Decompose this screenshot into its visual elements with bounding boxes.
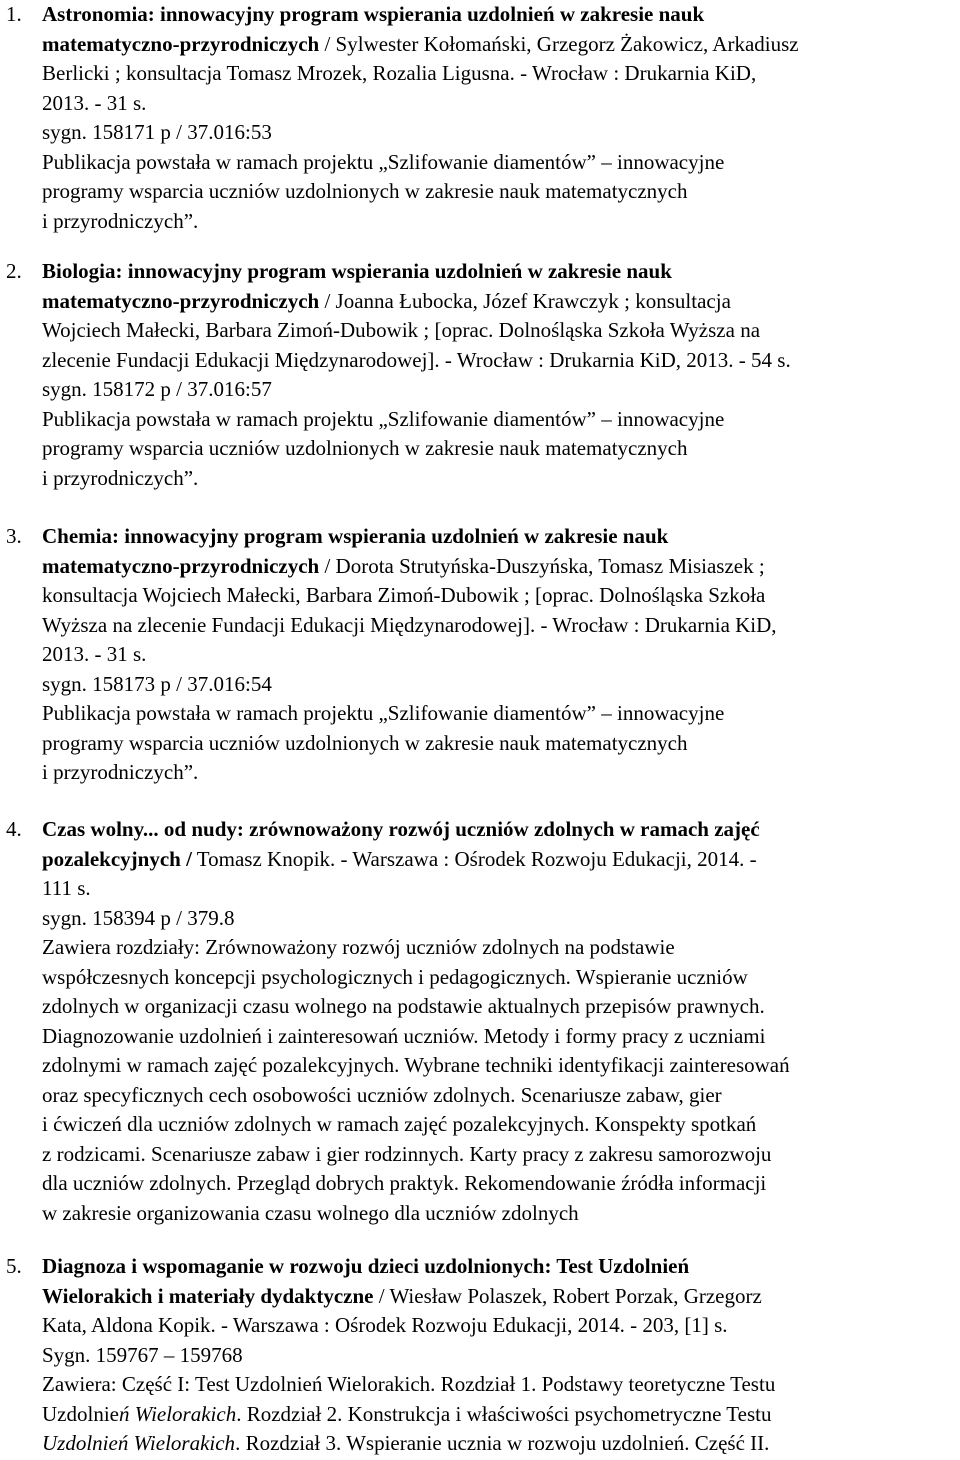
entry-line <box>42 699 950 729</box>
entry-line <box>42 375 950 405</box>
entry-line <box>42 1051 950 1081</box>
entry-plain-text: Tomasz Knopik. - Warszawa : Ośrodek Rozwoju Edukacji, 2014. - <box>191 846 757 871</box>
entry-line <box>42 1370 950 1400</box>
entry-number: 3. <box>6 524 22 548</box>
entry-line <box>42 287 950 317</box>
entry-text <box>42 0 950 236</box>
entry-plain-text: Publikacja powstała w ramach projektu „Szlifowanie diamentów” – innowacyjne <box>42 701 725 725</box>
entry-plain-text: i ćwiczeń dla uczniów zdolnych w ramach zajęć pozalekcyjnych. Konspekty spotkań <box>42 1112 757 1136</box>
entry-line <box>42 552 950 582</box>
entry-text <box>42 815 950 1228</box>
entry-title-text: Wielorakich i materiały dydaktyczne <box>42 1283 374 1308</box>
entry-line <box>42 1199 950 1229</box>
entry-number: 4. <box>6 817 22 841</box>
entry-line <box>42 30 950 60</box>
entry-plain-text: / Dorota Strutyńska-Duszyńska, Tomasz Misiaszek ; <box>319 553 765 578</box>
entry-plain-text: Publikacja powstała w ramach projektu „Szlifowanie diamentów” – innowacyjne <box>42 406 725 431</box>
bibliography-entry-1 <box>0 0 950 236</box>
entry-line <box>42 434 950 464</box>
entry-plain-text: i przyrodniczych”. <box>42 465 199 490</box>
entry-line <box>42 670 950 700</box>
entry-plain-text: sygn. 158394 p / 379.8 <box>42 905 235 930</box>
entry-title-text: Astronomia: innowacyjny program wspierania uzdolnień w zakresie nauk <box>42 2 705 26</box>
entry-number: 2. <box>6 259 22 283</box>
entry-line <box>42 874 950 904</box>
entry-plain-text: / Wiesław Polaszek, Robert Porzak, Grzegorz <box>373 1283 762 1308</box>
entry-plain-text: zdolnymi w ramach zajęć pozalekcyjnych. Wybrane techniki identyfikacji zainteresowań <box>42 1053 790 1077</box>
entry-line <box>42 758 950 788</box>
entry-plain-text: programy wsparcia uczniów uzdolnionych w zakresie nauk matematycznych <box>42 179 688 203</box>
entry-plain-text: 2013. - 31 s. <box>42 90 147 115</box>
entry-plain-text: sygn. 158171 p / 37.016:53 <box>42 120 272 144</box>
entry-plain-text: . Rozdział 3. Wspieranie ucznia w rozwoju uzdolnień. Część II. <box>235 1431 770 1455</box>
entry-line <box>42 581 950 611</box>
entry-plain-text: Wojciech Małecki, Barbara Zimoń-Dubowik ; [oprac. Dolnośląska Szkoła Wyższa na <box>42 318 761 342</box>
entry-plain-text: Kata, Aldona Kopik. - Warszawa : Ośrodek Rozwoju Edukacji, 2014. - 203, [1] s. <box>42 1313 728 1337</box>
entry-plain-text: 111 s. <box>42 876 91 900</box>
entry-line <box>42 148 950 178</box>
entry-text <box>42 522 950 788</box>
entry-title-text: Czas wolny... od nudy: zrównoważony rozwój uczniów zdolnych w ramach zajęć <box>42 817 760 841</box>
entry-line <box>42 1311 950 1341</box>
entry-title-text: Chemia: innowacyjny program wspierania uzdolnień w zakresie nauk <box>42 524 669 548</box>
entry-plain-text: zdolnych w organizacji czasu wolnego na podstawie aktualnych przepisów prawnych. <box>42 994 765 1018</box>
entry-line <box>42 640 950 670</box>
entry-plain-text: Zawiera rozdziały: Zrównoważony rozwój uczniów zdolnych na podstawie <box>42 935 675 959</box>
entry-plain-text: Uzdolnie <box>42 1401 119 1426</box>
bibliography-entry-2 <box>0 257 950 493</box>
entry-line <box>42 611 950 641</box>
entry-title-text: Biologia: innowacyjny program wspierania uzdolnień w zakresie nauk <box>42 259 672 283</box>
entry-italic-text: Uzdolnień Wielorakich <box>42 1431 236 1455</box>
entry-line <box>42 1081 950 1111</box>
entry-plain-text: . Rozdział 2. Konstrukcja i właściwości psychometryczne Testu <box>236 1401 772 1426</box>
entry-title-text: pozalekcyjnych / <box>42 846 192 871</box>
entry-title-text: matematyczno-przyrodniczych <box>42 288 320 313</box>
entry-plain-text: sygn. 158173 p / 37.016:54 <box>42 671 272 696</box>
entry-line <box>42 933 950 963</box>
entry-line <box>42 207 950 237</box>
entry-plain-text: oraz specyficznych cech osobowości uczniów zdolnych. Scenariusze zabaw, gier <box>42 1082 722 1107</box>
entry-plain-text: w zakresie organizowania czasu wolnego dla uczniów zdolnych <box>42 1200 579 1225</box>
entry-text <box>42 1252 950 1459</box>
entry-line <box>42 177 950 207</box>
entry-line <box>42 118 950 148</box>
entry-number: 1. <box>6 2 22 26</box>
entry-plain-text: współczesnych koncepcji psychologicznych i pedagogicznych. Wspieranie uczniów <box>42 964 748 989</box>
entry-line <box>42 992 950 1022</box>
bibliography-entry-5 <box>0 1252 950 1459</box>
entry-line <box>42 1429 950 1459</box>
entry-line <box>42 405 950 435</box>
entry-line <box>42 1341 950 1371</box>
entry-line <box>42 59 950 89</box>
entry-number: 5. <box>6 1254 22 1278</box>
entry-plain-text: / Joanna Łubocka, Józef Krawczyk ; konsultacja <box>319 288 731 313</box>
entry-plain-text: z rodzicami. Scenariusze zabaw i gier rodzinnych. Karty pracy z zakresu samorozwoju <box>42 1141 772 1166</box>
entry-plain-text: Diagnozowanie uzdolnień i zainteresowań uczniów. Metody i formy pracy z uczniami <box>42 1023 766 1048</box>
entry-line <box>42 729 950 759</box>
entry-line <box>42 0 950 30</box>
entry-plain-text: Wyższa na zlecenie Fundacji Edukacji Międzynarodowej]. - Wrocław : Drukarnia KiD, <box>42 612 777 637</box>
entry-plain-text: i przyrodniczych”. <box>42 208 199 233</box>
bibliography-entry-4 <box>0 815 950 1228</box>
entry-line <box>42 522 950 552</box>
entry-line <box>42 464 950 494</box>
entry-line <box>42 963 950 993</box>
entry-line <box>42 845 950 875</box>
entry-title-text: matematyczno-przyrodniczych <box>42 553 320 578</box>
entry-plain-text: programy wsparcia uczniów uzdolnionych w zakresie nauk matematycznych <box>42 436 688 460</box>
entry-plain-text: programy wsparcia uczniów uzdolnionych w zakresie nauk matematycznych <box>42 730 688 755</box>
entry-plain-text: Zawiera: Część I: Test Uzdolnień Wielorakich. Rozdział 1. Podstawy teoretyczne Testu <box>42 1372 776 1396</box>
entry-plain-text: sygn. 158172 p / 37.016:57 <box>42 377 272 401</box>
entry-plain-text: konsultacja Wojciech Małecki, Barbara Zimoń-Dubowik ; [oprac. Dolnośląska Szkoła <box>42 583 766 607</box>
entry-plain-text: dla uczniów zdolnych. Przegląd dobrych praktyk. Rekomendowanie źródła informacji <box>42 1171 767 1195</box>
entry-line <box>42 346 950 376</box>
entry-line <box>42 316 950 346</box>
entry-plain-text: Sygn. 159767 – 159768 <box>42 1342 243 1367</box>
entry-title-text: Diagnoza i wspomaganie w rozwoju dzieci uzdolnionych: Test Uzdolnień <box>42 1254 690 1278</box>
entry-line <box>42 1140 950 1170</box>
entry-line <box>42 89 950 119</box>
entry-line <box>42 815 950 845</box>
entry-line <box>42 904 950 934</box>
entry-plain-text: / Sylwester Kołomański, Grzegorz Żakowicz, Arkadiusz <box>319 31 799 56</box>
bibliography-entry-3 <box>0 522 950 788</box>
entry-line <box>42 1252 950 1282</box>
entry-line <box>42 1169 950 1199</box>
entry-line <box>42 1022 950 1052</box>
entry-plain-text: zlecenie Fundacji Edukacji Międzynarodowej]. - Wrocław : Drukarnia KiD, 2013. - 54 s. <box>42 347 791 372</box>
entry-text <box>42 257 950 493</box>
entry-line <box>42 1110 950 1140</box>
entry-line <box>42 1282 950 1312</box>
entry-plain-text: Berlicki ; konsultacja Tomasz Mrozek, Rozalia Ligusna. - Wrocław : Drukarnia KiD, <box>42 61 757 85</box>
entry-plain-text: i przyrodniczych”. <box>42 760 199 784</box>
entry-italic-text: ń Wielorakich <box>118 1401 237 1426</box>
entry-plain-text: Publikacja powstała w ramach projektu „Szlifowanie diamentów” – innowacyjne <box>42 149 725 174</box>
entry-line <box>42 257 950 287</box>
entry-title-text: matematyczno-przyrodniczych <box>42 31 320 56</box>
entry-plain-text: 2013. - 31 s. <box>42 642 147 666</box>
entry-line <box>42 1400 950 1430</box>
